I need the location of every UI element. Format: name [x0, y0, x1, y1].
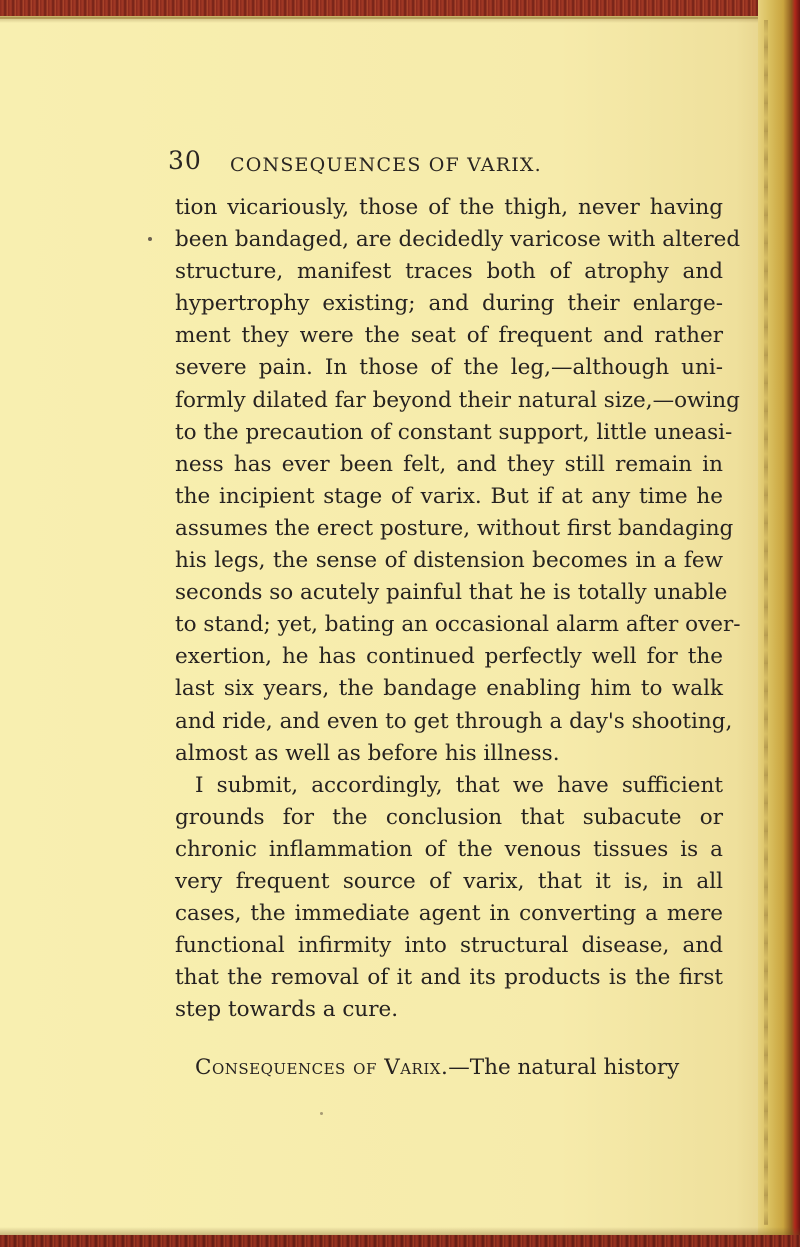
margin-speck [148, 237, 152, 241]
text-line: hypertrophy existing; and during their enlarge- [175, 291, 723, 317]
text-line: to stand; yet, bating an occasional alarm after over- [175, 612, 741, 638]
body-text [175, 192, 741, 1085]
text-line: very frequent source of varix, that it is, in all [175, 868, 723, 894]
text-line: and ride, and even to get through a day's shooting, [175, 708, 733, 734]
text-line: seconds so acutely painful that he is totally unable [175, 580, 728, 606]
text-line: to the precaution of constant support, little uneasi- [175, 419, 733, 445]
section-start-line [175, 1052, 723, 1084]
text-line: ment they were the seat of frequent and rather [175, 323, 723, 349]
paragraph-1 [175, 192, 741, 770]
book-spine [758, 0, 800, 1247]
text-line: assumes the erect posture, without first bandaging [175, 515, 734, 541]
text-line: cases, the immediate agent in converting a mere [175, 901, 723, 927]
page-header [168, 146, 588, 180]
section-gap [175, 1026, 723, 1052]
text-line: last six years, the bandage enabling him to walk [175, 676, 723, 702]
text-line: I submit, accordingly, that we have sufficient [195, 772, 723, 798]
text-line: his legs, the sense of distension becomes in a few [175, 548, 723, 574]
section-heading: Consequences of Varix. [195, 1055, 449, 1081]
text-line: the incipient stage of varix. But if at any time he [175, 483, 723, 509]
text-line: structure, manifest traces both of atrophy and [175, 259, 723, 285]
text-line: functional infirmity into structural disease, and [175, 933, 723, 959]
text-line: formly dilated far beyond their natural size,—owing [175, 387, 740, 413]
text-line: ness has ever been felt, and they still remain in [175, 451, 723, 477]
page-bottom-edge [0, 1235, 800, 1247]
page-top-edge [0, 0, 800, 19]
text-line: exertion, he has continued perfectly well for the [175, 644, 723, 670]
text-line: that the removal of it and its products is the first [175, 965, 723, 991]
section-text: —The natural history [448, 1055, 680, 1081]
text-line: step towards a cure. [175, 997, 399, 1023]
text-line: been bandaged, are decidedly varicose with altered [175, 227, 741, 253]
text-line: chronic inflammation of the venous tissues is a [175, 836, 723, 862]
text-line: severe pain. In those of the leg,—although uni- [175, 355, 723, 381]
text-line: almost as well as before his illness. [175, 740, 560, 766]
page-number: 30 [168, 146, 202, 175]
paper-speck [320, 1112, 323, 1115]
text-line: tion vicariously, those of the thigh, never having [175, 195, 723, 220]
paragraph-2 [175, 770, 723, 1027]
running-head: CONSEQUENCES OF VARIX. [230, 154, 542, 176]
text-line: grounds for the conclusion that subacute or [175, 804, 723, 830]
